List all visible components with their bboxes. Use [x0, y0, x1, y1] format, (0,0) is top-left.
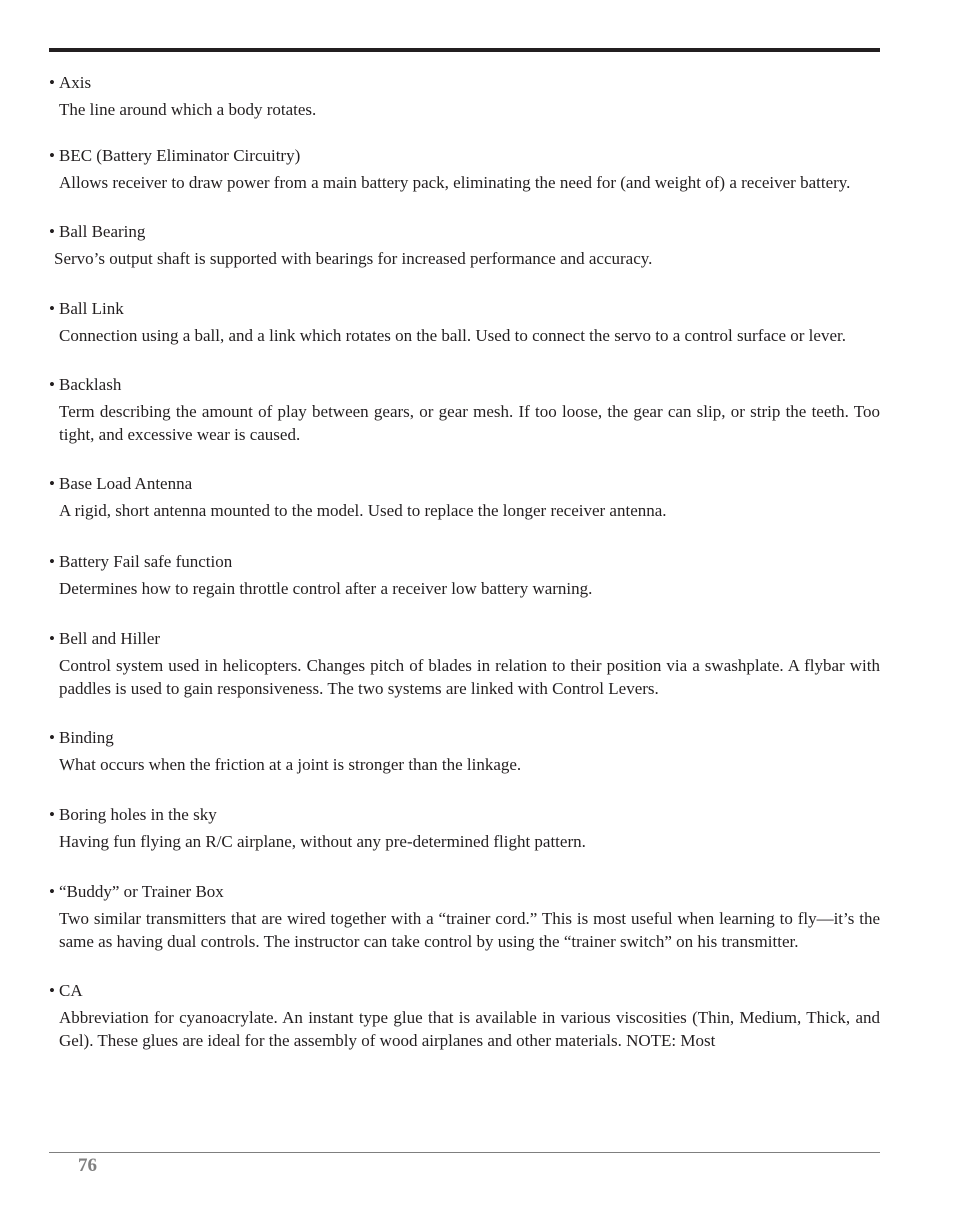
glossary-definition: A rigid, short antenna mounted to the model. Used to replace the longer receiver antenna. [59, 501, 667, 520]
bullet-icon: • [49, 552, 55, 571]
bullet-icon: • [49, 146, 55, 165]
glossary-entry [49, 297, 880, 347]
glossary-term: • Base Load Antenna [49, 474, 193, 493]
bullet-icon: • [49, 882, 55, 901]
glossary-entry [49, 726, 880, 776]
glossary-term: • Battery Fail safe function [49, 552, 233, 571]
glossary-list [49, 71, 880, 1052]
glossary-entry [49, 71, 880, 121]
glossary-term: • Ball Link [49, 299, 124, 318]
glossary-entry [49, 979, 880, 1052]
glossary-definition: Servo’s output shaft is supported with bearings for increased performance and accuracy. [54, 249, 653, 268]
glossary-term: • Ball Bearing [49, 222, 146, 241]
glossary-term: • “Buddy” or Trainer Box [49, 882, 224, 901]
bullet-icon: • [49, 629, 55, 648]
glossary-entry [49, 220, 880, 270]
glossary-definition: Allows receiver to draw power from a main battery pack, eliminating the need for (and weight of) a receiver battery. [59, 173, 851, 192]
glossary-definition: Abbreviation for cyanoacrylate. An instant type glue that is available in various viscosities (Thin, Medium, Thick, and Gel). These glues are ideal for the assembly of wood airplanes and other materials. NOTE: Most [59, 1008, 880, 1050]
glossary-entry [49, 144, 880, 194]
glossary-entry [49, 880, 880, 953]
glossary-definition: Having fun flying an R/C airplane, without any pre-determined flight pattern. [59, 832, 586, 851]
bullet-icon: • [49, 73, 55, 92]
glossary-definition: The line around which a body rotates. [59, 100, 317, 119]
glossary-entry [49, 803, 880, 853]
bullet-icon: • [49, 981, 55, 1000]
bullet-icon: • [49, 222, 55, 241]
glossary-entry [49, 472, 880, 522]
glossary-term: • BEC (Battery Eliminator Circuitry) [49, 146, 301, 165]
glossary-term: • CA [49, 981, 83, 1000]
top-rule [49, 48, 880, 52]
glossary-term: • Axis [49, 73, 92, 92]
glossary-definition: What occurs when the friction at a joint is stronger than the linkage. [59, 755, 522, 774]
bullet-icon: • [49, 299, 55, 318]
glossary-entry [49, 550, 880, 600]
bullet-icon: • [49, 728, 55, 747]
glossary-definition: Two similar transmitters that are wired together with a “trainer cord.” This is most useful when learning to fly—it’s the same as having dual controls. The instructor can take control by using the “trainer switch” on his transmitter. [59, 909, 880, 951]
glossary-term: • Boring holes in the sky [49, 805, 217, 824]
page-number: 76 [78, 1155, 97, 1176]
glossary-definition: Determines how to regain throttle control after a receiver low battery warning. [59, 579, 593, 598]
glossary-definition: Term describing the amount of play between gears, or gear mesh. If too loose, the gear can slip, or strip the teeth. Too tight, and excessive wear is caused. [59, 402, 880, 444]
glossary-definition: Control system used in helicopters. Changes pitch of blades in relation to their position via a swashplate. A flybar with paddles is used to gain responsiveness. The two systems are linked with Control Levers. [59, 656, 880, 698]
glossary-definition: Connection using a ball, and a link which rotates on the ball. Used to connect the servo to a control surface or lever. [59, 326, 846, 345]
bullet-icon: • [49, 474, 55, 493]
glossary-term: • Backlash [49, 375, 122, 394]
glossary-term: • Binding [49, 728, 114, 747]
glossary-entry [49, 627, 880, 700]
glossary-term: • Bell and Hiller [49, 629, 161, 648]
bullet-icon: • [49, 375, 55, 394]
footer-rule [49, 1152, 880, 1153]
bullet-icon: • [49, 805, 55, 824]
glossary-entry [49, 373, 880, 446]
